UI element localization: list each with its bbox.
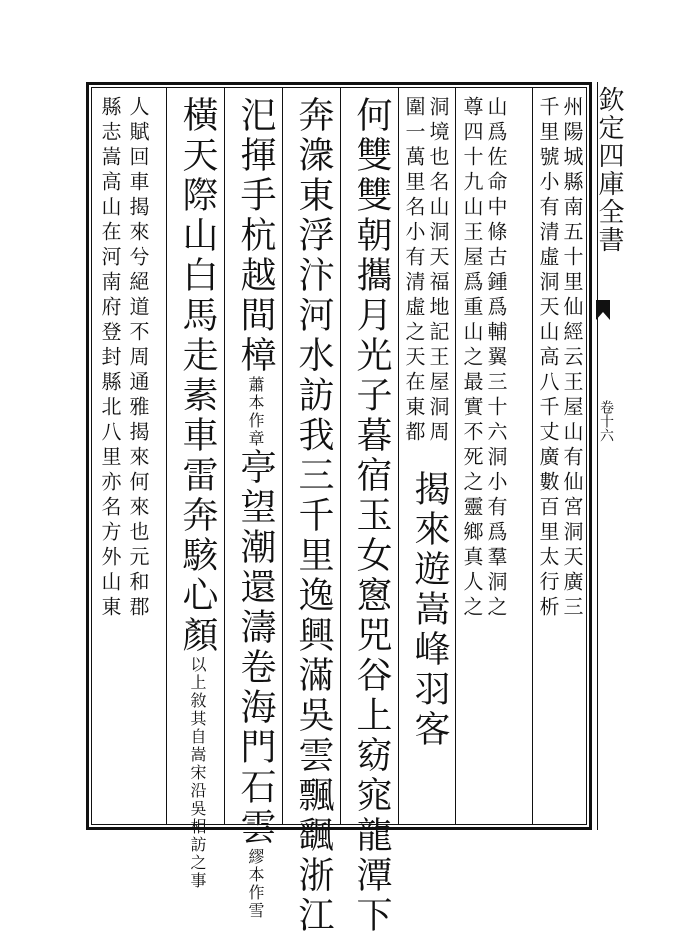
text-column-1: 州陽城縣南五十里仙經云王屋山有仙宮洞天廣三: [560, 96, 584, 621]
margin-book-title: 欽定四庫全書: [594, 86, 624, 254]
text-column-9: [230, 96, 280, 920]
column-rule: [532, 87, 533, 825]
column-rule: [455, 87, 456, 825]
text-column-10-note: 以上敘其自嵩宋沿吳相訪之事: [188, 656, 207, 890]
column-rule: [282, 87, 283, 825]
text-column-7: 何雙雙朝攜月光子暮宿玉女窻兕谷上窈窕龍潭下: [351, 96, 392, 936]
text-column-12: 縣志嵩高山在河南府登封縣北八里亦名方外山東: [98, 96, 122, 621]
text-column-4: 尊四十九山王屋爲重山之最實不死之靈鄉真人之: [460, 96, 484, 621]
column-rule: [224, 87, 225, 825]
text-column-9-note: 蕭本作章: [246, 376, 265, 448]
text-column-5: 洞境也名山洞天福地記王屋洞周: [426, 96, 450, 446]
text-column-10: [172, 96, 222, 890]
text-column-9-note-2: 繆本作雪: [246, 848, 265, 920]
column-rule: [340, 87, 341, 825]
text-column-8: 奔潨東浮汴河水訪我三千里逸興滿吳雲飄颻浙江: [293, 96, 334, 936]
text-column-10-main: 橫天際山白馬走素車雷奔駭心顏: [177, 96, 218, 656]
fishtail-mark-icon: [596, 300, 610, 320]
margin-juan-number: 卷十六: [598, 400, 614, 442]
text-column-2: 千里號小有清虛洞天山高八千丈廣數百里太行析: [536, 96, 560, 621]
column-rule: [398, 87, 399, 825]
text-column-11: 人賦回車揭來兮絕道不周通雅揭來何來也元和郡: [126, 96, 150, 621]
text-column-9-main-2: 亭望潮還濤卷海門石雲: [235, 448, 276, 848]
column-rule: [166, 87, 167, 825]
text-column-6: 圍一萬里名小有清虛之天在東都: [402, 96, 426, 446]
text-column-9-main: 汜揮手杭越間樟: [235, 96, 276, 376]
text-column-6-main: 揭來遊嵩峰羽客: [409, 470, 450, 750]
text-column-3: 山爲佐命中條古鍾爲輔翼三十六洞小有爲羣洞之: [484, 96, 508, 621]
